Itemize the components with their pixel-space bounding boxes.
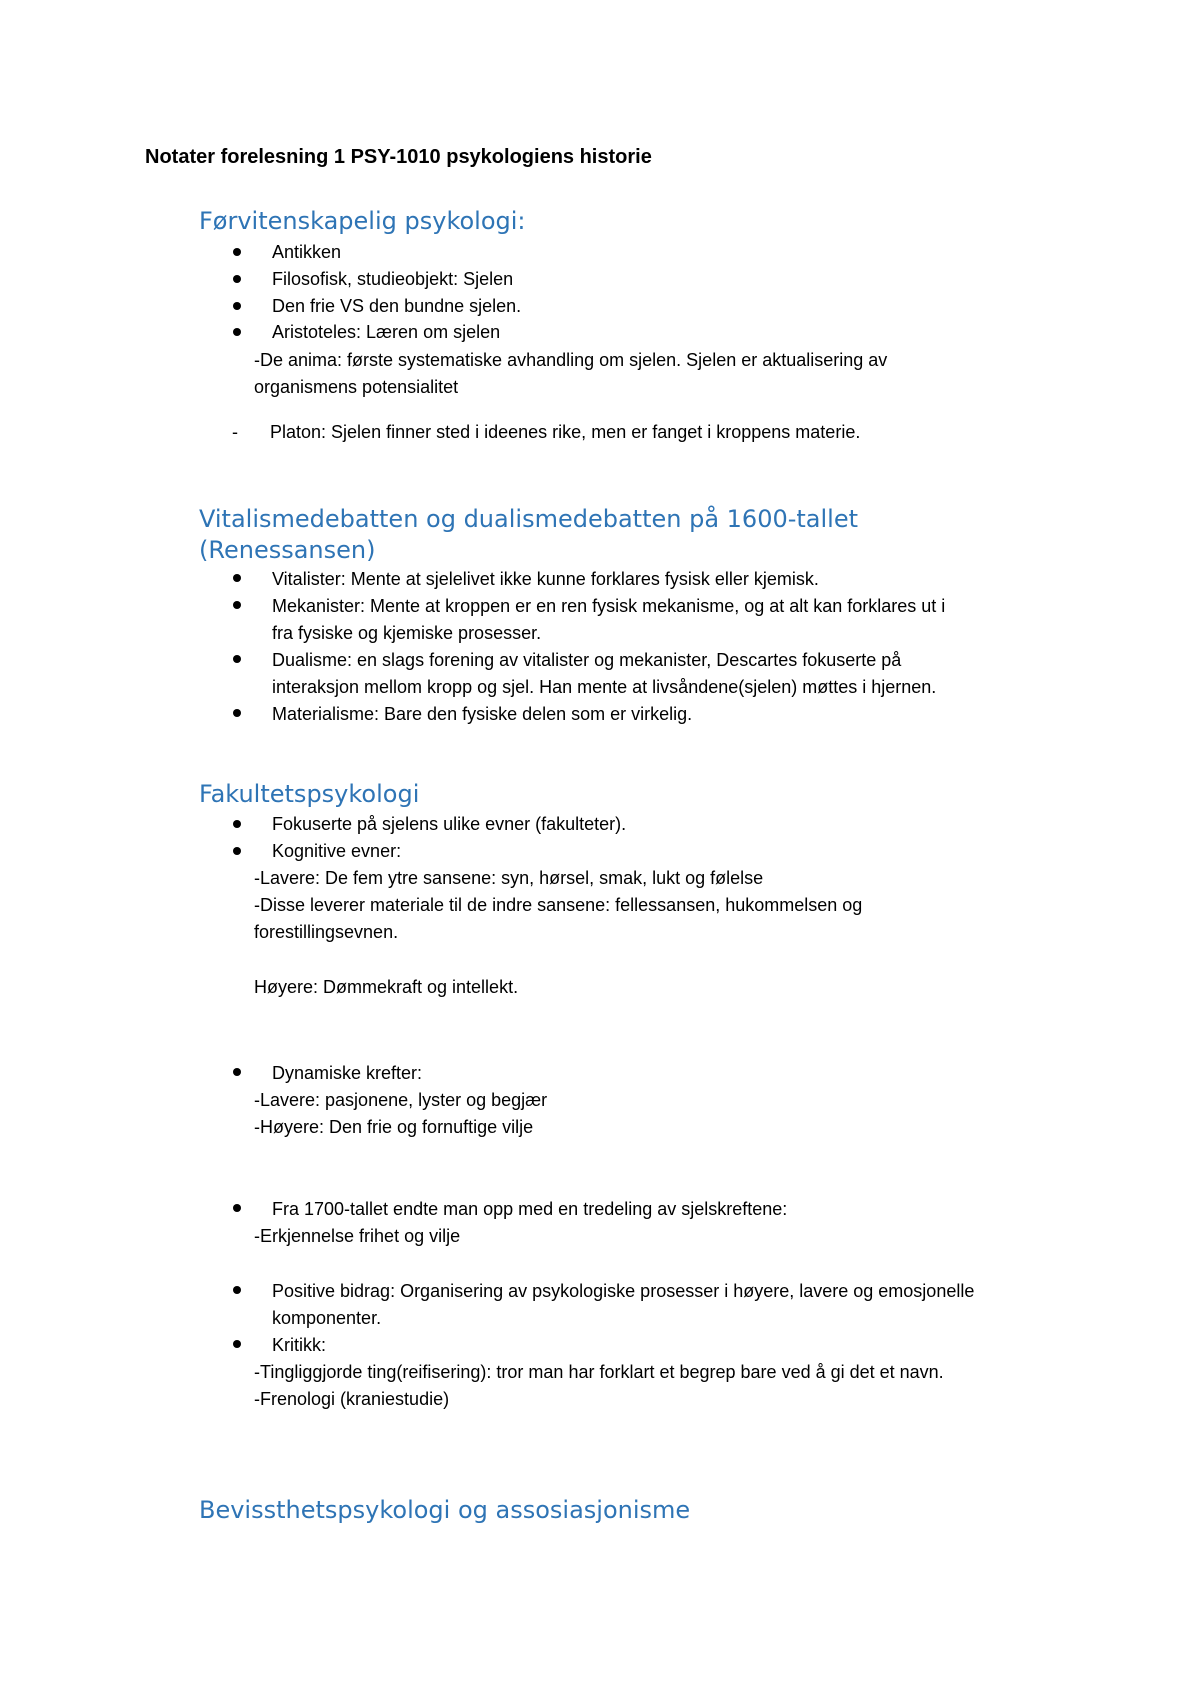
sub-line: organismens potensialitet xyxy=(254,377,459,397)
sub-line: -Lavere: pasjonene, lyster og begjær xyxy=(254,1090,548,1110)
sub-line: Høyere: Dømmekraft og intellekt. xyxy=(254,977,519,997)
bullet-icon xyxy=(233,1204,241,1212)
sub-line: -Høyere: Den frie og fornuftige vilje xyxy=(254,1117,534,1137)
list-item: Filosofisk, studieobjekt: Sjelen xyxy=(272,269,514,289)
list-item: Aristoteles: Læren om sjelen xyxy=(272,322,501,342)
list-item: Vitalister: Mente at sjelelivet ikke kunne forklares fysisk eller kjemisk. xyxy=(272,569,819,589)
list-item: Antikken xyxy=(272,242,342,262)
sub-line: -Frenologi (kraniestudie) xyxy=(254,1389,450,1409)
list-item: Positive bidrag: Organisering av psykologiske prosesser i høyere, lavere og emosjonelle xyxy=(272,1281,975,1301)
bullet-icon xyxy=(233,248,241,256)
sub-line: -Erkjennelse frihet og vilje xyxy=(254,1226,461,1246)
section-heading-fakultetspsykologi: Fakultetspsykologi xyxy=(199,780,420,808)
bullet-icon xyxy=(233,1340,241,1348)
list-item: Kritikk: xyxy=(272,1335,326,1355)
bullet-icon xyxy=(233,1286,241,1294)
bullet-icon xyxy=(233,574,241,582)
list-item: Fra 1700-tallet endte man opp med en tredeling av sjelskreftene: xyxy=(272,1199,788,1219)
sub-line: -Tingliggjorde ting(reifisering): tror man har forklart et begrep bare ved å gi det et navn. xyxy=(254,1362,944,1382)
document-title: Notater forelesning 1 PSY-1010 psykologiens historie xyxy=(145,146,652,168)
bullet-icon xyxy=(233,328,241,336)
bullet-icon xyxy=(233,275,241,283)
bullet-icon xyxy=(233,601,241,609)
section-heading-vitalisme-line2: (Renessansen) xyxy=(199,536,376,564)
bullet-icon xyxy=(233,820,241,828)
section-heading-bevissthetspsykologi: Bevissthetspsykologi og assosiasjonisme xyxy=(199,1496,691,1524)
section-heading-forvitenskapelig: Førvitenskapelig psykologi: xyxy=(199,207,526,235)
list-item-continuation: komponenter. xyxy=(272,1308,382,1328)
bullet-icon xyxy=(233,302,241,310)
sub-line: -De anima: første systematiske avhandling om sjelen. Sjelen er aktualisering av xyxy=(254,350,888,370)
list-item: Mekanister: Mente at kroppen er en ren fysisk mekanisme, og at alt kan forklares ut i xyxy=(272,596,946,616)
dash-marker: - xyxy=(232,422,238,442)
bullet-icon xyxy=(233,847,241,855)
sub-line: -Lavere: De fem ytre sansene: syn, hørsel, smak, lukt og følelse xyxy=(254,868,764,888)
list-item: Materialisme: Bare den fysiske delen som er virkelig. xyxy=(272,704,693,724)
sub-line: forestillingsevnen. xyxy=(254,922,399,942)
list-item: Fokuserte på sjelens ulike evner (fakulteter). xyxy=(272,814,627,834)
sub-line: -Disse leverer materiale til de indre sansene: fellessansen, hukommelsen og xyxy=(254,895,863,915)
list-item: Platon: Sjelen finner sted i ideenes rike, men er fanget i kroppens materie. xyxy=(270,422,861,442)
bullet-icon xyxy=(233,1068,241,1076)
bullet-icon xyxy=(233,655,241,663)
list-item: Den frie VS den bundne sjelen. xyxy=(272,296,522,316)
list-item: Dualisme: en slags forening av vitalister og mekanister, Descartes fokuserte på xyxy=(272,650,902,670)
section-heading-vitalisme: Vitalismedebatten og dualismedebatten på 1600-tallet xyxy=(199,505,859,533)
list-item-continuation: fra fysiske og kjemiske prosesser. xyxy=(272,623,542,643)
list-item: Kognitive evner: xyxy=(272,841,402,861)
list-item: Dynamiske krefter: xyxy=(272,1063,423,1083)
list-item-continuation: interaksjon mellom kropp og sjel. Han mente at livsåndene(sjelen) møttes i hjernen. xyxy=(272,677,937,697)
bullet-icon xyxy=(233,709,241,717)
